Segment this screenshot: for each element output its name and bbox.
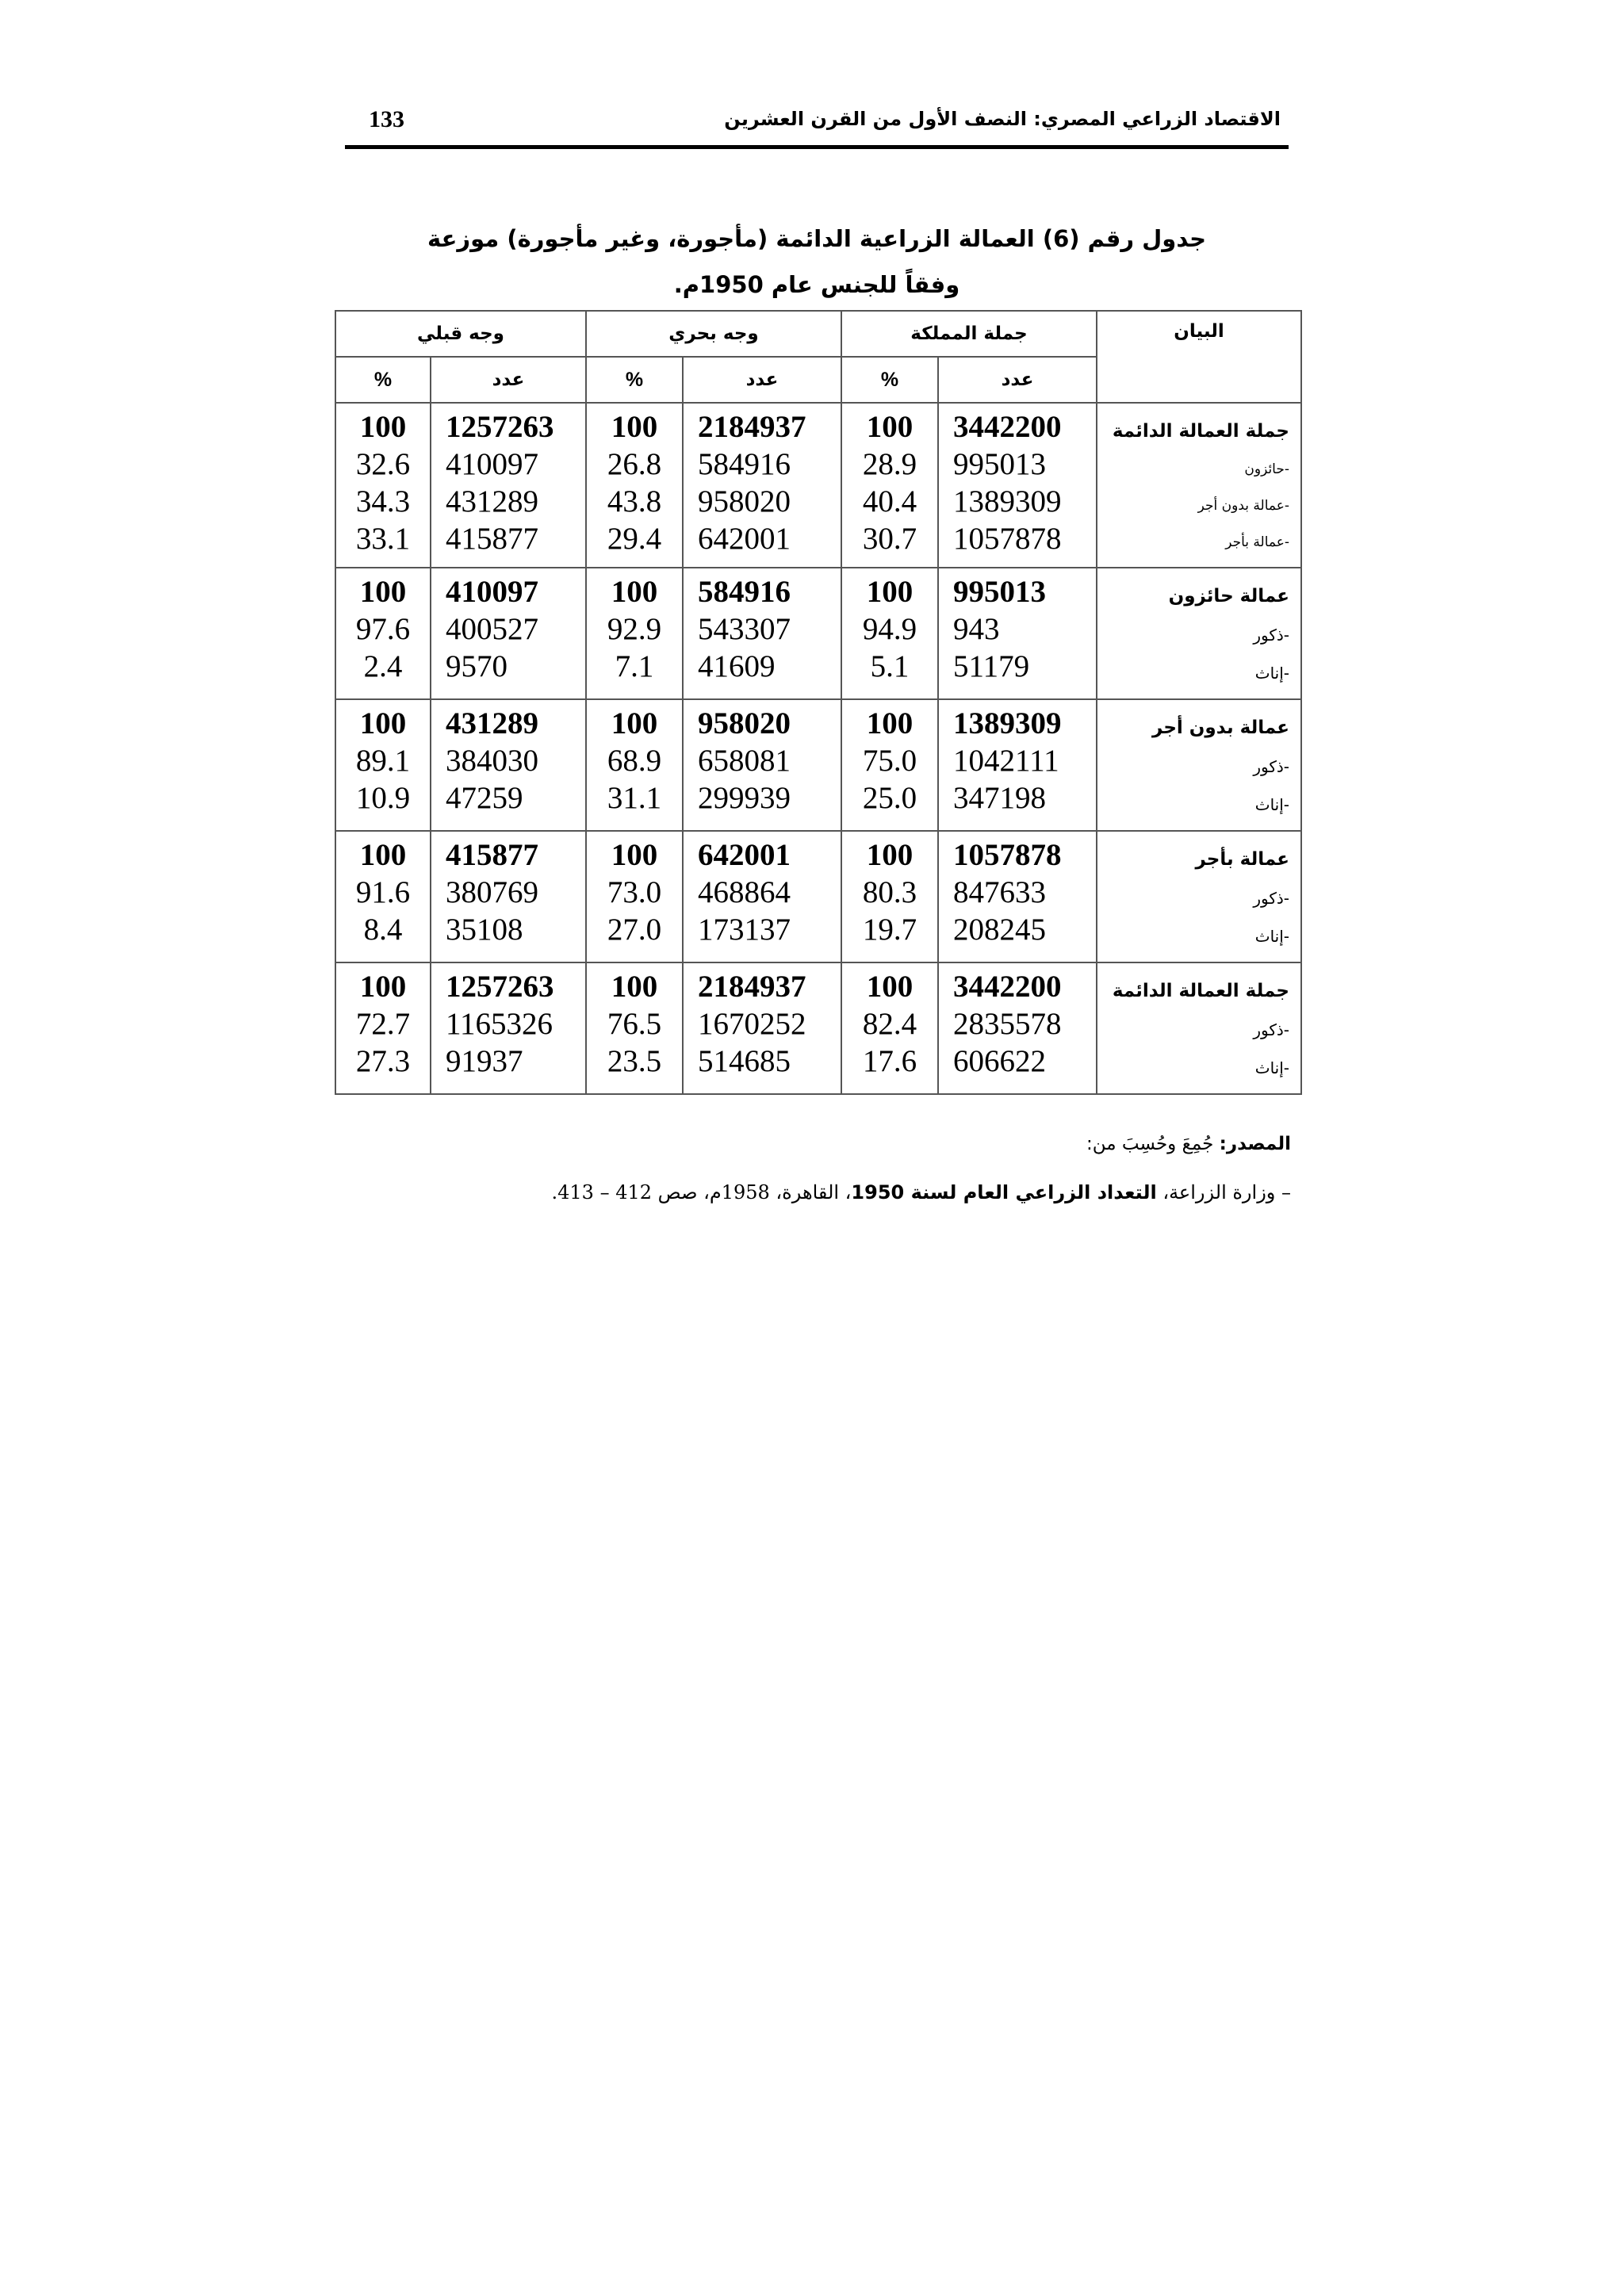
cell-value: 73.0 [607,875,662,909]
source-title: التعداد الزراعي العام لسنة 1950 [851,1181,1157,1203]
cell-value: 41609 [698,649,776,683]
row-sublabel: -عمالة بأجر [1225,534,1290,550]
cell-value: 384030 [446,744,538,778]
cell-value: 1042111 [953,744,1059,778]
cell-value-total: 584916 [698,575,791,609]
subheader-count: عدد [938,357,1097,403]
caption-line-1: جدول رقم (6) العمالة الزراعية الدائمة (مأجورة، وغير مأجورة) موزعة [427,225,1206,252]
cell-south-count [431,831,586,962]
table-caption [333,216,1300,308]
row-sublabel: -ذكور [1253,757,1290,776]
cell-value: 8.4 [363,913,403,947]
cell-value: 1057878 [953,522,1062,556]
cell-kingdom-count [938,699,1097,831]
row-label-cell [1097,831,1301,962]
cell-north-count [683,831,841,962]
table-row-group [335,699,1301,831]
cell-kingdom-pct [841,699,938,831]
cell-value: 25.0 [862,781,917,815]
cell-value: 32.6 [355,447,411,481]
cell-value: 847633 [953,875,1047,909]
cell-value-total: 995013 [953,575,1047,609]
cell-kingdom-pct [841,403,938,568]
row-sublabel: -ذكور [1253,889,1290,908]
table-row-group [335,403,1301,568]
cell-value: 584916 [698,447,791,481]
cell-value: 68.9 [607,744,662,778]
cell-value-total: 1057878 [953,838,1062,872]
cell-value: 415877 [446,522,538,556]
row-sublabel: -عمالة بدون أجر [1197,498,1290,514]
cell-north-count [683,962,841,1094]
cell-kingdom-count [938,568,1097,699]
cell-south-pct [335,568,431,699]
cell-value-total: 410097 [446,575,538,609]
cell-value: 92.9 [607,612,662,646]
subheader-pct: % [841,357,938,403]
cell-value-total: 100 [866,575,914,609]
cell-value-total: 100 [611,970,658,1004]
table-row-group [335,568,1301,699]
source-label-rest: جُمِعَ وحُسِبَ من: [1086,1134,1220,1154]
row-label-cell [1097,962,1301,1094]
row-label: عمالة بأجر [1195,849,1290,870]
cell-value: 9570 [446,649,508,683]
cell-value: 347198 [953,781,1047,815]
cell-north-count [683,699,841,831]
cell-value: 33.1 [355,522,411,556]
subheader-count: عدد [683,357,841,403]
cell-value: 47259 [446,781,523,815]
cell-value-total: 3442200 [953,410,1062,444]
row-sublabel: -إناث [1254,1058,1290,1077]
cell-value-total: 431289 [446,706,538,740]
cell-value: 94.9 [862,612,917,646]
table-body [335,403,1301,1094]
cell-value: 380769 [446,875,538,909]
cell-south-count [431,962,586,1094]
cell-north-pct [586,403,683,568]
row-label: عمالة حائزون [1168,586,1290,607]
cell-north-pct [586,568,683,699]
cell-value: 431289 [446,484,538,519]
cell-value-total: 3442200 [953,970,1062,1004]
cell-value: 97.6 [355,612,411,646]
cell-value-total: 100 [611,575,658,609]
cell-value-total: 100 [359,410,407,444]
cell-value: 1389309 [953,484,1062,519]
cell-south-pct [335,831,431,962]
labor-table [335,310,1302,1095]
cell-value: 91937 [446,1044,523,1078]
cell-value-total: 100 [359,970,407,1004]
cell-value: 543307 [698,612,791,646]
cell-value: 7.1 [615,649,654,683]
cell-value-total: 100 [359,706,407,740]
cell-value-total: 100 [359,575,407,609]
cell-value-total: 100 [866,410,914,444]
cell-south-count [431,403,586,568]
cell-north-pct [586,699,683,831]
cell-value: 1670252 [698,1007,806,1041]
row-sublabel: -إناث [1254,664,1290,683]
column-header-north: وجه بحري [586,311,841,357]
cell-value: 2.4 [363,649,403,683]
cell-value: 642001 [698,522,791,556]
cell-south-pct [335,403,431,568]
cell-south-count [431,568,586,699]
source-label-bold: المصدر: [1219,1134,1291,1154]
cell-value: 72.7 [355,1007,411,1041]
cell-value-total: 100 [611,706,658,740]
cell-value-total: 415877 [446,838,538,872]
subheader-count: عدد [431,357,586,403]
cell-value: 400527 [446,612,538,646]
subheader-pct: % [335,357,431,403]
cell-value: 51179 [953,649,1030,683]
cell-value-total: 100 [359,838,407,872]
cell-value: 80.3 [862,875,917,909]
cell-value: 606622 [953,1044,1047,1078]
cell-value: 1165326 [446,1007,553,1041]
cell-value: 29.4 [607,522,662,556]
cell-value: 943 [953,612,1000,646]
cell-kingdom-count [938,962,1097,1094]
cell-value: 208245 [953,913,1047,947]
cell-value-total: 958020 [698,706,791,740]
cell-north-count [683,568,841,699]
column-header-label: البيان [1097,311,1301,403]
cell-south-pct [335,962,431,1094]
subheader-pct: % [586,357,683,403]
cell-value: 17.6 [862,1044,917,1078]
row-sublabel: -إناث [1254,795,1290,814]
cell-value-total: 100 [611,838,658,872]
cell-value: 76.5 [607,1007,662,1041]
cell-value: 10.9 [355,781,411,815]
cell-value: 31.1 [607,781,662,815]
row-label-cell [1097,403,1301,568]
cell-value: 75.0 [862,744,917,778]
cell-value: 35108 [446,913,523,947]
cell-value: 514685 [698,1044,791,1078]
cell-value: 82.4 [862,1007,917,1041]
cell-north-pct [586,831,683,962]
cell-kingdom-pct [841,831,938,962]
running-title: الاقتصاد الزراعي المصري: النصف الأول من القرن العشرين [724,108,1281,130]
cell-south-pct [335,699,431,831]
page-number: 133 [369,106,404,132]
source-reference [552,1181,1292,1203]
row-sublabel: -حائزون [1244,461,1290,477]
cell-kingdom-pct [841,568,938,699]
cell-value: 5.1 [870,649,910,683]
cell-value: 40.4 [862,484,917,519]
column-header-south: وجه قبلي [335,311,586,357]
row-label: جملة العمالة الدائمة [1112,421,1290,442]
cell-value: 658081 [698,744,791,778]
cell-value: 89.1 [355,744,411,778]
cell-value: 2835578 [953,1007,1062,1041]
cell-value: 19.7 [862,913,917,947]
cell-value-total: 100 [866,970,914,1004]
cell-north-pct [586,962,683,1094]
cell-value: 34.3 [355,484,411,519]
cell-value-total: 100 [611,410,658,444]
row-sublabel: -إناث [1254,927,1290,946]
cell-kingdom-pct [841,962,938,1094]
cell-value: 468864 [698,875,791,909]
cell-value-total: 100 [866,706,914,740]
row-label-cell [1097,568,1301,699]
cell-value: 91.6 [355,875,411,909]
cell-kingdom-count [938,403,1097,568]
cell-value: 173137 [698,913,791,947]
row-label: عمالة بدون أجر [1152,718,1290,738]
cell-value-total: 2184937 [698,970,806,1004]
cell-value: 43.8 [607,484,662,519]
row-label-cell [1097,699,1301,831]
cell-value: 958020 [698,484,791,519]
cell-value: 27.0 [607,913,662,947]
cell-value: 410097 [446,447,538,481]
cell-south-count [431,699,586,831]
cell-value: 995013 [953,447,1047,481]
row-sublabel: -ذكور [1253,626,1290,645]
table-row-group [335,831,1301,962]
cell-value-total: 2184937 [698,410,806,444]
row-sublabel: -ذكور [1253,1020,1290,1039]
table-row-group [335,962,1301,1094]
caption-line-2: وفقاً للجنس عام 1950م. [673,271,960,298]
cell-value-total: 1257263 [446,970,554,1004]
page-header [345,101,1289,149]
cell-value: 299939 [698,781,791,815]
cell-value-total: 1389309 [953,706,1062,740]
cell-value: 30.7 [862,522,917,556]
cell-north-count [683,403,841,568]
cell-value-total: 100 [866,838,914,872]
source-suffix: ، القاهرة، 1958م، صص 412 – 413. [551,1181,852,1203]
cell-value: 27.3 [355,1044,411,1078]
cell-value: 28.9 [862,447,917,481]
column-header-kingdom: جملة المملكة [841,311,1097,357]
row-label: جملة العمالة الدائمة [1112,981,1290,1001]
cell-value-total: 642001 [698,838,791,872]
source-prefix: – وزارة الزراعة، [1156,1181,1291,1203]
cell-kingdom-count [938,831,1097,962]
cell-value-total: 1257263 [446,410,554,444]
cell-value: 26.8 [607,447,662,481]
cell-value: 23.5 [607,1044,662,1078]
source-label [1086,1134,1291,1154]
